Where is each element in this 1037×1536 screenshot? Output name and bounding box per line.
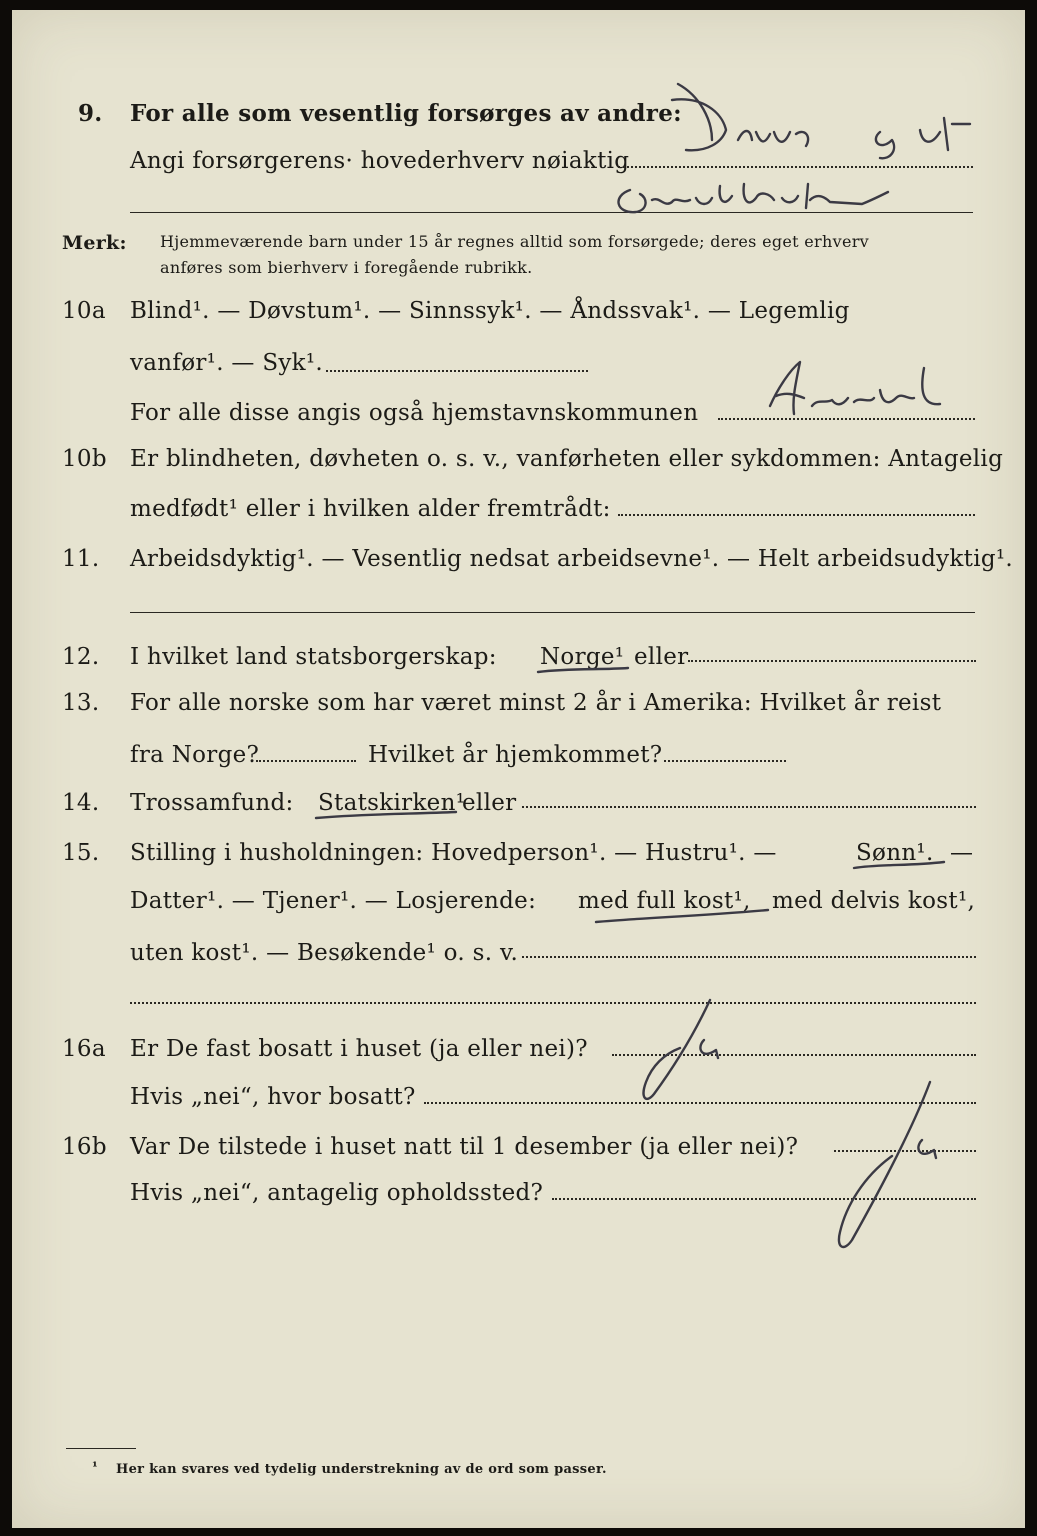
- q12-norge: Norge¹: [540, 644, 625, 670]
- merk-line2: anføres som bierhverv i foregående rubrikk.: [160, 258, 533, 277]
- q11-number: 11.: [62, 546, 100, 572]
- q14-eller: eller: [462, 790, 517, 816]
- q15-delvis-kost: med delvis kost¹,: [772, 888, 976, 914]
- q10a-number: 10a: [62, 298, 106, 324]
- merk-label: Merk:: [62, 232, 127, 254]
- statskirken-underline: [316, 812, 456, 818]
- norge-underline: [538, 668, 628, 672]
- q10a-line2: vanfør¹. — Syk¹.: [130, 350, 324, 376]
- q9-line1: For alle som vesentlig forsørges av andre:: [130, 100, 682, 127]
- q10b-line2: medfødt¹ eller i hvilken alder fremtrådt:: [130, 496, 611, 522]
- q10a-line1: Blind¹. — Døvstum¹. — Sinnssyk¹. — Åndssvak¹. — Legemlig: [130, 298, 850, 324]
- q15-sonn: Sønn¹.: [856, 840, 934, 866]
- q13-line2b: Hvilket år hjemkommet?: [368, 742, 663, 768]
- q16a-handwritten-answer: [644, 1000, 718, 1099]
- q11-line1: Arbeidsdyktig¹. — Vesentlig nedsat arbeidsevne¹. — Helt arbeidsudyktig¹.: [130, 546, 1014, 572]
- q16b-line1: Var De tilstede i huset natt til 1 desember (ja eller nei)?: [130, 1134, 799, 1160]
- q13-line2a: fra Norge?: [130, 742, 260, 768]
- q13-number: 13.: [62, 690, 100, 716]
- q16a-number: 16a: [62, 1036, 106, 1062]
- q16b-line2: Hvis „nei“, antagelig opholdssted?: [130, 1180, 544, 1206]
- q10b-number: 10b: [62, 446, 107, 472]
- q16a-line1: Er De fast bosatt i huset (ja eller nei)?: [130, 1036, 588, 1062]
- q15-line2a: Datter¹. — Tjener¹. — Losjerende:: [130, 888, 537, 914]
- footnote-text: Her kan svares ved tydelig understrekning av de ord som passer.: [116, 1462, 607, 1477]
- sonn-underline: [854, 862, 944, 868]
- full-kost-underline: [596, 910, 768, 922]
- q15-number: 15.: [62, 840, 100, 866]
- q9-handwritten-answer-2: [619, 184, 888, 212]
- q12-number: 12.: [62, 644, 100, 670]
- q13-line1: For alle norske som har været minst 2 år i Amerika: Hvilket år reist: [130, 690, 942, 716]
- q9-number: 9.: [78, 100, 103, 127]
- q14-statskirken: Statskirken¹: [318, 790, 466, 816]
- footnote-mark: ¹: [92, 1460, 98, 1475]
- q9-handwritten-answer-1: [672, 84, 970, 158]
- q16b-handwritten-answer: [839, 1082, 936, 1247]
- q15-line3: uten kost¹. — Besøkende¹ o. s. v.: [130, 940, 519, 966]
- q15-dash: —: [950, 840, 974, 866]
- q15-full-kost: med full kost¹,: [578, 888, 751, 914]
- q15-line1a: Stilling i husholdningen: Hovedperson¹. — Hustru¹. —: [130, 840, 777, 866]
- q16b-number: 16b: [62, 1134, 107, 1160]
- q10a-line3: For alle disse angis også hjemstavnskommunen: [130, 400, 699, 426]
- q12-eller: eller: [634, 644, 689, 670]
- q10a-handwritten-answer: [770, 362, 940, 414]
- q14-label: Trossamfund:: [130, 790, 294, 816]
- merk-line1: Hjemmeværende barn under 15 år regnes alltid som forsørgede; deres eget erhverv: [160, 232, 869, 251]
- q9-line2: Angi forsørgerens· hovederhverv nøiaktig: [130, 148, 630, 174]
- q12-line1: I hvilket land statsborgerskap:: [130, 644, 497, 670]
- q14-number: 14.: [62, 790, 100, 816]
- q16a-line2: Hvis „nei“, hvor bosatt?: [130, 1084, 416, 1110]
- q10b-line1: Er blindheten, døvheten o. s. v., vanførheten eller sykdommen: Antagelig: [130, 446, 1004, 472]
